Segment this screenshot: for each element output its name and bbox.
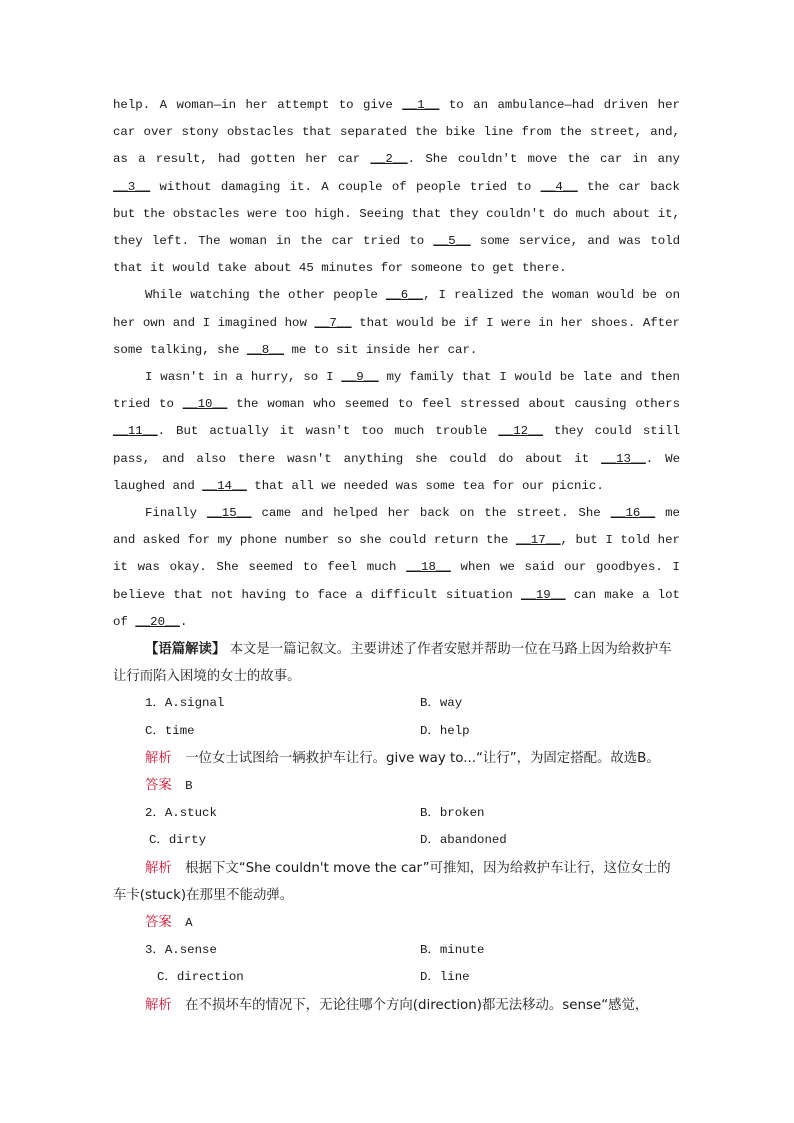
- q1-option-d: D．help: [420, 723, 470, 738]
- question-1-options-cd: [113, 718, 680, 745]
- q1-analysis-label: 解析: [145, 750, 172, 766]
- q3-analysis-text: 在不损坏车的情况下，无论往哪个方向(direction)都无法移动。sense“感觉，: [185, 997, 649, 1013]
- q2-option-a: 2．A.stuck: [145, 806, 217, 821]
- q3-analysis-label: 解析: [145, 997, 172, 1013]
- q1-answer-label: 答案: [145, 778, 172, 794]
- q2-option-b: B．broken: [420, 806, 485, 821]
- q2-answer-label: 答案: [145, 915, 172, 931]
- q2-analysis-label: 解析: [145, 860, 172, 876]
- question-1-options-ab: [113, 690, 680, 717]
- question-3-options-cd: [113, 964, 680, 991]
- q1-option-b: B．way: [420, 696, 463, 711]
- q3-option-d: D．line: [420, 970, 470, 985]
- q3-analysis: [113, 992, 680, 1019]
- passage-paragraph-3: I wasn't in a hurry, so I __9__ my family that I would be late and then tried to __10__ the woman who seemed to feel stressed about causing others __11__. But actually it wasn't too much trouble __12__ they could still pass, and also there wasn't anything she could do about it __13__. We laughed and __14__ that all we needed was some tea for our picnic.: [113, 370, 681, 493]
- question-3-options-ab: [113, 937, 680, 964]
- question-2-options-cd: [113, 827, 680, 854]
- passage-paragraph-2: While watching the other people __6__, I realized the woman would be on her own and I imagined how __7__ that would be if I were in her shoes. After some talking, she __8__ me to sit inside her car.: [113, 288, 680, 357]
- document-page: [113, 92, 680, 1019]
- q2-analysis: [113, 855, 680, 909]
- q1-option-a: 1．A.signal: [145, 696, 225, 711]
- q3-option-c: C．direction: [157, 970, 244, 985]
- q2-option-c: C．dirty: [149, 833, 207, 848]
- q1-option-c: C．time: [145, 723, 195, 738]
- q1-analysis-text: 一位女士试图给一辆救护车让行。give way to...“让行”，为固定搭配。故选B。: [185, 750, 660, 766]
- summary-text: 本文是一篇记叙文。主要讲述了作者安慰并帮助一位在马路上因为给救护车让行而陷入困境的女士的故事。: [113, 642, 672, 685]
- q1-analysis: [113, 745, 680, 772]
- q3-option-a: 3．A.sense: [145, 943, 217, 958]
- q2-answer-value: A: [185, 916, 193, 931]
- q1-answer: [113, 772, 680, 800]
- question-2-options-ab: [113, 800, 680, 827]
- passage-paragraph-4: Finally __15__ came and helped her back on the street. She __16__ me and asked for my phone number so she could return the __17__, but I told her it was okay. She seemed to feel much __18__ when we said our goodbyes. I believe that not having to face a difficult situation __19__ can make a lot of __20__.: [113, 506, 680, 629]
- q2-option-d: D．abandoned: [420, 833, 507, 848]
- summary: [113, 636, 680, 690]
- q3-option-b: B．minute: [420, 943, 485, 958]
- q2-analysis-text: 根据下文“She couldn't move the car”可推知，因为给救护车让行，这位女士的车卡(stuck)在那里不能动弹。: [113, 860, 671, 903]
- q1-answer-value: B: [185, 779, 193, 794]
- summary-label: 【语篇解读】: [145, 642, 226, 658]
- q2-answer: [113, 909, 680, 937]
- passage-paragraph-1: help. A woman—in her attempt to give __1__ to an ambulance—had driven her car over stony obstacles that separated the bike line from the street, and, as a result, had gotten her car __2__. She couldn't move the car in any __3__ without damaging it. A couple of people tried to __4__ the car back but the obstacles were too high. Seeing that they couldn't do much about it, they left. The woman in the car tried to __5__ some service, and was told that it would take about 45 minutes for someone to get there.: [113, 98, 681, 276]
